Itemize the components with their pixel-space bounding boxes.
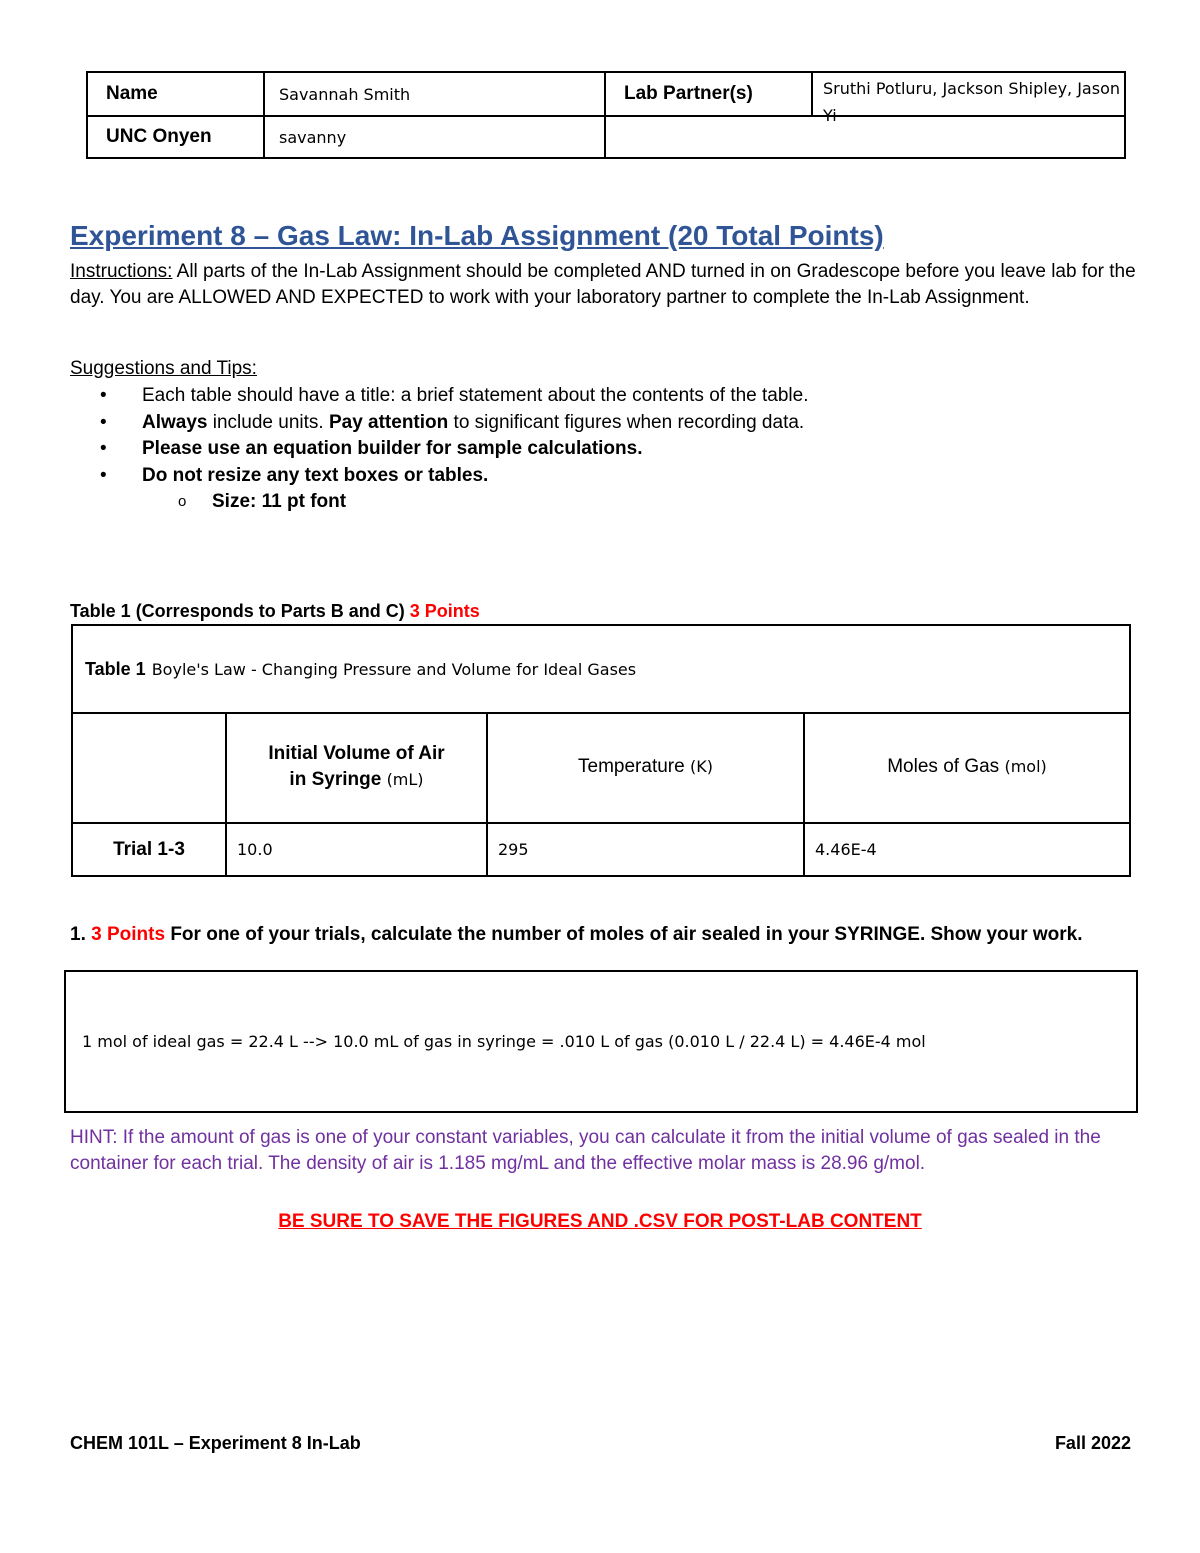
onyen-label: UNC Onyen [87, 116, 264, 158]
table1-caption-label: Table 1 (Corresponds to Parts B and C) [70, 601, 405, 621]
header-temperature-unit: (K) [689, 757, 713, 776]
instructions-paragraph [70, 259, 1140, 310]
volume-value[interactable]: 10.0 [227, 824, 488, 875]
tip-text: Please use an equation builder for sample calculations. [142, 438, 643, 459]
question1-prompt [70, 923, 1130, 947]
blank-cell [605, 116, 1125, 158]
table1-header-temperature [488, 712, 805, 824]
tip-text: to significant figures when recording data. [448, 411, 805, 433]
table1-title-text: Boyle's Law - Changing Pressure and Volume for Ideal Gases [151, 659, 637, 679]
header-temperature-label: Temperature [578, 756, 690, 777]
table1-header-moles [805, 712, 1129, 824]
tip-text: Do not resize any text boxes or tables. [142, 464, 489, 486]
tip-bold: Pay attention [328, 411, 449, 433]
onyen-value: savanny [264, 116, 605, 158]
hint-text: HINT: If the amount of gas is one of your constant variables, you can calculate it from the initial volume of gas sealed in the container for each trial. The density of air is 1.185 mg/mL and the effective molar mass is 28.96 g/mol. [70, 1127, 1101, 1174]
lab-partner-value [812, 72, 1125, 125]
question1-number: 1. [70, 924, 86, 945]
table1 [71, 624, 1131, 877]
page-title: Experiment 8 – Gas Law: In-Lab Assignment (20 Total Points) [70, 220, 884, 251]
footer-term: Fall 2022 [1054, 1433, 1131, 1453]
list-item [70, 436, 809, 463]
bullet-icon: • [100, 464, 107, 486]
tip-text: Size: 11 pt font [212, 491, 347, 512]
moles-value[interactable]: 4.46E-4 [815, 840, 877, 859]
question1-text: For one of your trials, calculate the number of moles of air sealed in your SYRINGE. Show your work. [170, 924, 1083, 945]
lab-partner-label: Lab Partner(s) [605, 72, 812, 116]
lab-partner-names: Sruthi Potluru, Jackson Shipley, Jason Yi [823, 79, 1120, 125]
header-volume-line1: Initial Volume of Air [268, 743, 445, 764]
name-label: Name [87, 72, 264, 116]
bullet-icon: • [100, 385, 107, 406]
temperature-value[interactable]: 295 [488, 824, 805, 875]
question1-answer: 1 mol of ideal gas = 22.4 L --> 10.0 mL of gas in syringe = .010 L of gas (0.010 L / 22.4 L) = 4.46E-4 mol [82, 1032, 926, 1051]
sub-bullet-icon: o [178, 493, 187, 510]
table1-points: 3 Points [409, 601, 480, 621]
header-volume-unit: (mL) [386, 770, 424, 789]
tips-heading: Suggestions and Tips: [70, 358, 257, 379]
bullet-icon: • [100, 411, 107, 433]
table1-title-bold: Table 1 [85, 658, 146, 679]
list-item [70, 489, 809, 516]
tip-text: Each table should have a title: a brief statement about the contents of the table. [142, 385, 809, 406]
header-moles-unit: (mol) [1004, 757, 1047, 776]
name-value: Savannah Smith [264, 72, 605, 116]
header-moles-label: Moles of Gas [887, 756, 1005, 777]
table1-caption [70, 601, 480, 622]
bullet-icon: • [100, 438, 107, 459]
table1-header-blank [73, 712, 227, 824]
save-notice: BE SURE TO SAVE THE FIGURES AND .CSV FOR POST-LAB CONTENT [278, 1211, 922, 1232]
header-volume-line2: in Syringe [289, 769, 387, 790]
tip-bold: Always [142, 411, 208, 433]
header-volume-text [268, 741, 444, 793]
table-row-label: Trial 1-3 [73, 824, 227, 875]
instructions-label: Instructions: [70, 261, 173, 282]
list-item [70, 463, 809, 490]
instructions-text: All parts of the In-Lab Assignment should be completed AND turned in on Gradescope before you leave lab for the day. You are ALLOWED AND EXPECTED to work with your laboratory partner to complete the In-Lab Assignment. [70, 261, 1136, 308]
question1-points: 3 Points [91, 924, 166, 945]
tips-list [70, 383, 809, 516]
table1-header-volume [227, 712, 488, 824]
student-info-table [86, 71, 1126, 159]
table1-title [73, 626, 1129, 714]
header-temperature-text [578, 754, 713, 780]
footer-course: CHEM 101L – Experiment 8 In-Lab [70, 1433, 361, 1453]
list-item [70, 410, 809, 437]
list-item [70, 383, 809, 410]
header-moles-text [887, 754, 1047, 780]
tip-text: include units. [207, 411, 329, 433]
question1-answer-box[interactable] [64, 970, 1138, 1113]
